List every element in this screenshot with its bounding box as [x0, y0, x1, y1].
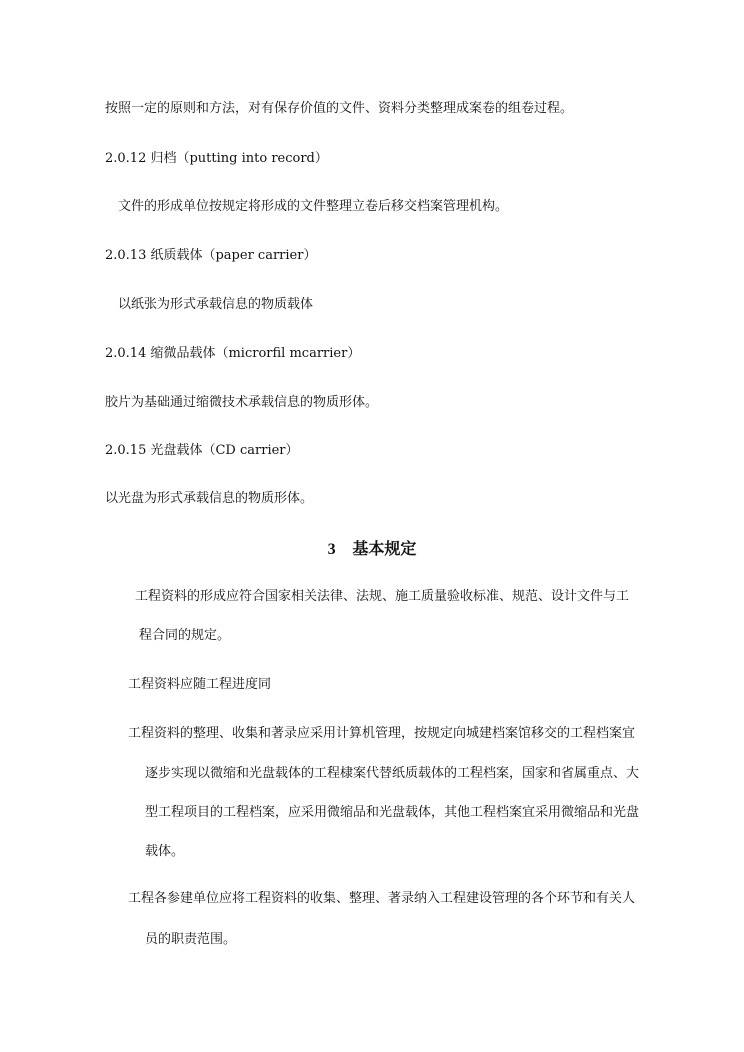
definition-text: 以纸张为形式承载信息的物质载体 — [118, 297, 314, 312]
term-heading: 2.0.12 归档（putting into record） — [105, 151, 328, 166]
rule-text: 型工程项目的工程档案，应采用微缩品和光盘载体，其他工程档案宜采用微缩品和光盘 — [145, 805, 640, 820]
rule-text: 载体。 — [145, 844, 185, 859]
definition-text: 文件的形成单位按规定将形成的文件整理立卷后移交档案管理机构。 — [118, 199, 509, 214]
rule-text: 逐步实现以微缩和光盘载体的工程棣案代替纸质载体的工程档案，国家和省属重点、大 — [145, 766, 640, 781]
definition-text: 按照一定的原则和方法，对有保存价值的文件、资料分类整理成案卷的组卷过程。 — [105, 101, 574, 116]
term-heading: 2.0.13 纸质载体（paper carrier） — [105, 248, 317, 263]
section-number: 3 — [327, 541, 336, 558]
rule-text: 员的职责范围。 — [145, 932, 237, 947]
definition-text: 以光盘为形式承载信息的物质形体。 — [105, 491, 314, 506]
rule-text: 工程资料的形成应符合国家相关法律、法规、施工质量验收标准、规范、设计文件与工 — [135, 589, 630, 604]
rule-text: 工程各参建单位应将工程资料的收集、整理、著录纳入工程建设管理的各个环节和有关人 — [128, 891, 636, 906]
rule-text: 程合同的规定。 — [139, 628, 231, 643]
term-heading: 2.0.15 光盘载体（CD carrier） — [105, 443, 299, 458]
rule-text: 工程资料的整理、收集和著录应采用计算机管理，按规定向城建档案馆移交的工程档案宜 — [128, 726, 636, 741]
rule-text: 工程资料应随工程进度同 — [128, 677, 272, 692]
term-heading: 2.0.14 缩微品载体（microrfil mcarrier） — [105, 346, 361, 361]
section-title: 基本规定 — [352, 539, 417, 558]
section-heading — [0, 539, 744, 560]
definition-text: 胶片为基础通过缩微技术承载信息的物质形体。 — [105, 395, 379, 410]
